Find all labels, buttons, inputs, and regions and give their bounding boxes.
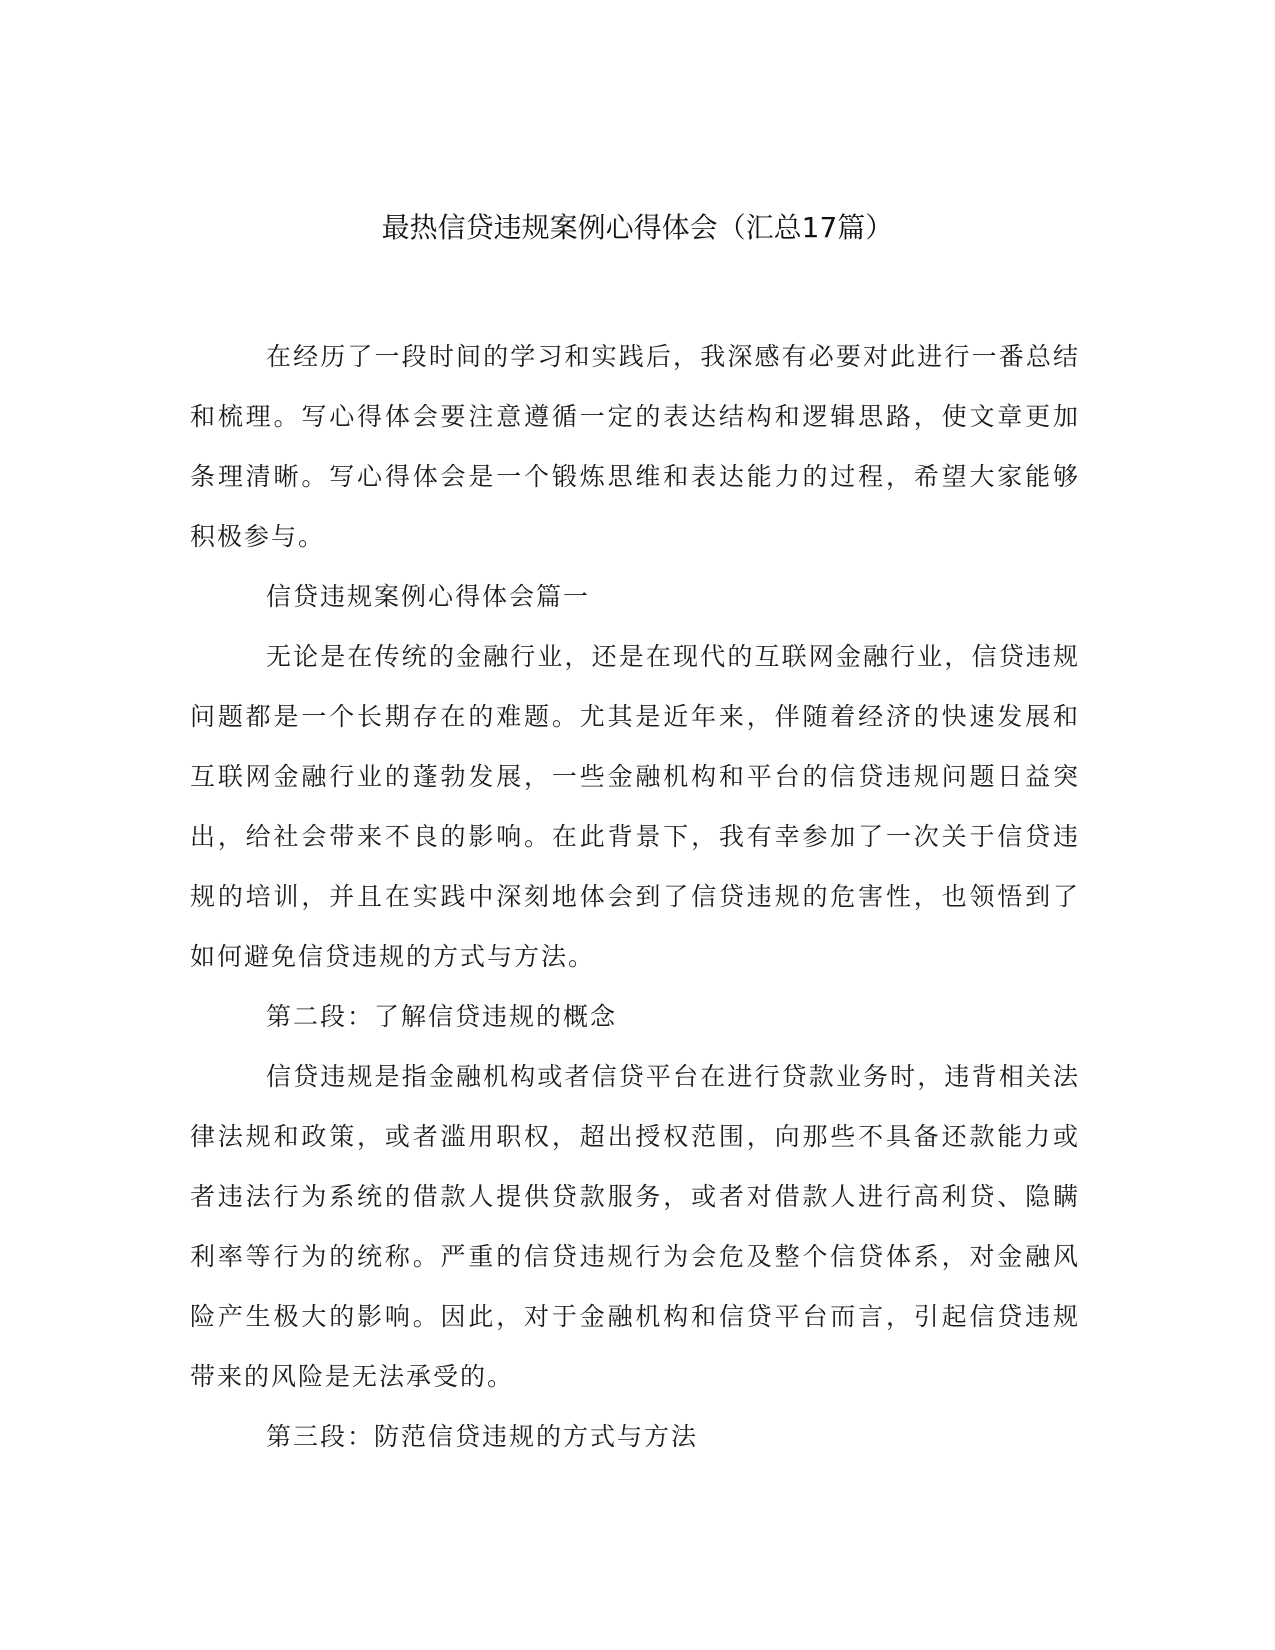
- document-title: 最热信贷违规案例心得体会（汇总17篇）: [381, 211, 894, 244]
- intro-paragraph: 在经历了一段时间的学习和实践后，我深感有必要对此进行一番总结和梳理。写心得体会要注意遵循一定的表达结构和逻辑思路，使文章更加条理清晰。写心得体会是一个锻炼思维和表达能力的过程，希望大家能够积极参与。: [190, 342, 1080, 551]
- document-body: [190, 327, 1080, 1467]
- section-heading-second: 第二段：了解信贷违规的概念: [266, 1002, 618, 1031]
- section-heading-third: 第三段：防范信贷违规的方式与方法: [266, 1422, 699, 1451]
- body-paragraph: 信贷违规是指金融机构或者信贷平台在进行贷款业务时，违背相关法律法规和政策，或者滥用职权，超出授权范围，向那些不具备还款能力或者违法行为系统的借款人提供贷款服务，或者对借款人进行高利贷、隐瞒利率等行为的统称。严重的信贷违规行为会危及整个信贷体系，对金融风险产生极大的影响。因此，对于金融机构和信贷平台而言，引起信贷违规带来的风险是无法承受的。: [190, 1062, 1080, 1391]
- body-paragraph: 无论是在传统的金融行业，还是在现代的互联网金融行业，信贷违规问题都是一个长期存在的难题。尤其是近年来，伴随着经济的快速发展和互联网金融行业的蓬勃发展，一些金融机构和平台的信贷违规问题日益突出，给社会带来不良的影响。在此背景下，我有幸参加了一次关于信贷违规的培训，并且在实践中深刻地体会到了信贷违规的危害性，也领悟到了如何避免信贷违规的方式与方法。: [190, 642, 1080, 971]
- section-heading-part-one: 信贷违规案例心得体会篇一: [266, 582, 591, 611]
